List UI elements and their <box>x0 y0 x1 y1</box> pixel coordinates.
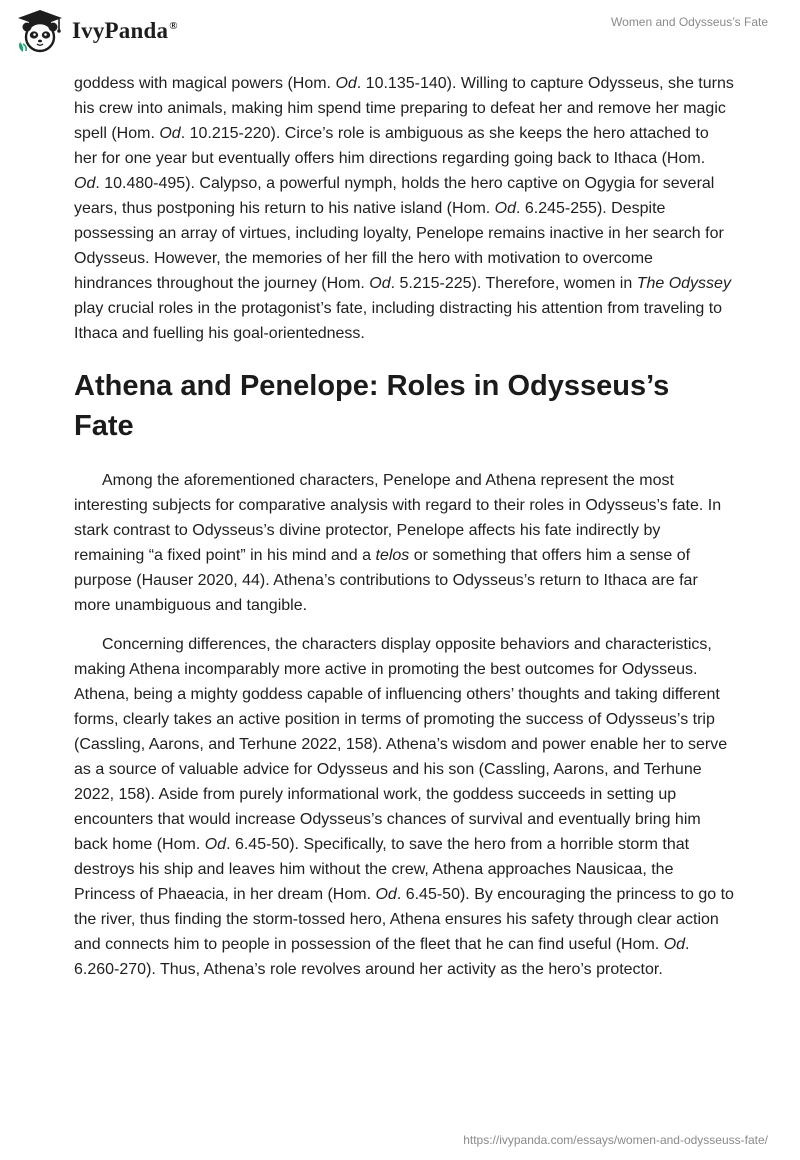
brand-name: IvyPanda® <box>72 18 178 43</box>
essay-content <box>74 71 734 982</box>
section-heading: Athena and Penelope: Roles in Odysseus’s Fate <box>74 370 670 442</box>
paragraph: Among the aforementioned characters, Penelope and Athena represent the most interesting subjects for comparative analysis with regard to their roles in Odysseus’s fate. In stark contrast to Odysseus’s divine protector, Penelope affects his fate indirectly by remaining “a fixed point” in his mind and a telos or something that offers him a sense of purpose (Hauser 2020, 44). Athena’s contributions to Odysseus’s return to Ithaca are far more unambiguous and tangible. <box>74 472 722 614</box>
panda-graduate-icon <box>14 8 66 54</box>
paragraph: Concerning differences, the characters display opposite behaviors and characteristics, making Athena incomparably more active in promoting the best outcomes for Odysseus. Athena, being a mighty goddess capable of influencing others’ thoughts and taking different forms, clearly takes an active position in terms of promoting the success of Odysseus’s trip (Cassling, Aarons, and Terhune 2022, 158). Athena’s wisdom and power enable her to serve as a source of valuable advice for Odysseus and his son (Cassling, Aarons, and Terhune 2022, 158). Aside from purely informational work, the goddess succeeds in setting up encounters that would increase Odysseus’s chances of survival and eventually bring him back home (Hom. Od. 6.45-50). Specifically, to save the hero from a horrible storm that destroys his ship and leaves him without the crew, Athena approaches Nausicaa, the Princess of Phaeacia, in her dream (Hom. Od. 6.45-50). By encouraging the princess to go to the river, thus finding the storm-tossed hero, Athena ensures his safety through clear action and connects him to people in possession of the fleet that he can find useful (Hom. Od. 6.260-270). Thus, Athena’s role revolves around her activity as the hero’s protector. <box>74 636 734 978</box>
paragraph: goddess with magical powers (Hom. Od. 10.135-140). Willing to capture Odysseus, she turns his crew into animals, making him spend time preparing to defeat her and remove her magic spell (Hom. Od. 10.215-220). Circe’s role is ambiguous as she keeps the hero attached to her for one year but eventually offers him directions regarding going back to Ithaca (Hom. Od. 10.480-495). Calypso, a powerful nymph, holds the hero captive on Ogygia for several years, thus postponing his return to his native island (Hom. Od. 6.245-255). Despite possessing an array of virtues, including loyalty, Penelope remains inactive in her search for Odysseus. However, the memories of her fill the hero with motivation to overcome hindrances throughout the journey (Hom. Od. 5.215-225). Therefore, women in The Odyssey play crucial roles in the protagonist’s fate, including distracting his attention from traveling to Ithaca and fuelling his goal-orientedness. <box>74 75 734 342</box>
source-url[interactable]: https://ivypanda.com/essays/women-and-odysseuss-fate/ <box>463 1133 768 1147</box>
running-title: Women and Odysseus’s Fate <box>611 15 768 29</box>
logo[interactable] <box>14 8 178 54</box>
page-header <box>0 0 800 70</box>
